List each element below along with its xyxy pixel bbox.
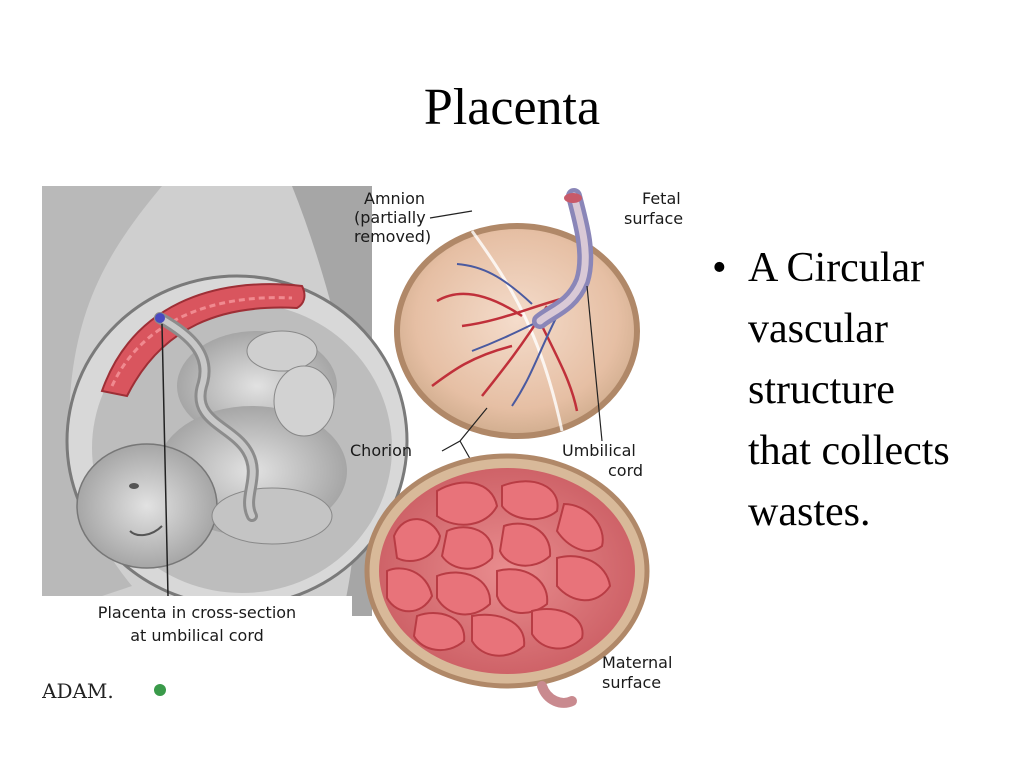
amnion-label-2: (partially	[354, 208, 426, 227]
fetal-surface-label: Fetal	[642, 189, 681, 208]
maternal-surface-label-2: surface	[602, 673, 662, 692]
bullet-item	[712, 238, 1012, 543]
umbilical-cord-label: Umbilical	[562, 441, 636, 460]
bullet-list	[712, 238, 1012, 543]
slide-title: Placenta	[423, 79, 601, 136]
chorion-label: Chorion	[350, 441, 413, 460]
placenta-diagram	[42, 186, 692, 708]
amnion-label: Amnion	[364, 189, 426, 208]
placenta-illustration	[42, 186, 692, 708]
umbilical-cord-label-2: cord	[608, 461, 644, 480]
leaf-icon	[154, 684, 166, 696]
maternal-surface-disc	[367, 456, 672, 703]
fetal-surface-disc	[354, 189, 683, 436]
bullet-text: A Circular vascular structure that collects wastes.	[748, 245, 950, 535]
placenta-cross-section-label-2: at umbilical cord	[130, 626, 264, 645]
bullet-marker: •	[712, 245, 727, 291]
adam-logo: ADAM.	[42, 679, 114, 703]
fetal-surface-label-2: surface	[624, 209, 684, 228]
placenta-cross-section-label: Placenta in cross-section	[97, 603, 297, 622]
amnion-label-3: removed)	[354, 227, 432, 246]
maternal-surface-label: Maternal	[602, 653, 673, 672]
